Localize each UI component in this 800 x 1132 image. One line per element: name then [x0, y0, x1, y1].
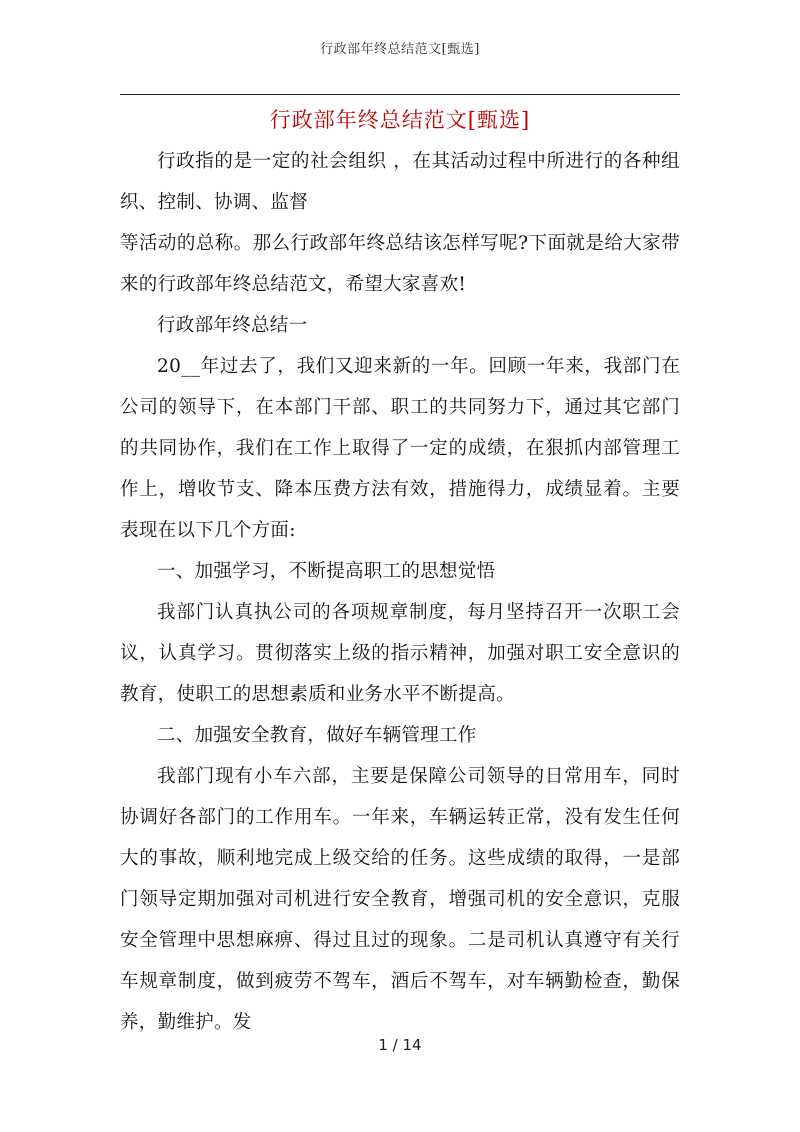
paragraph-vehicles: 我部门现有小车六部，主要是保障公司领导的日常用车，同时协调好各部门的工作用车。一年来，车辆运转正常，没有发生任何大的事故，顺利地完成上级交给的任务。这些成绩的取得，一是部门领导定期加强对司机进行安全教育，增强司机的安全意识，克服安全管理中思想麻痹、得过且过的现象。二是司机认真遵守有关行车规章制度，做到疲劳不驾车，酒后不驾车，对车辆勤检查，勤保养，勤维护。发 [120, 766, 680, 1033]
paragraph-study: 我部门认真执公司的各项规章制度，每月坚持召开一次职工会议，认真学习。贯彻落实上级的指示精神，加强对职工安全意识的教育，使职工的思想素质和业务水平不断提高。 [120, 602, 680, 705]
paragraph-year-review: 20__年过去了，我们又迎来新的一年。回顾一年来，我部门在公司的领导下，在本部门干部、职工的共同努力下，通过其它部门的共同协作，我们在工作上取得了一定的成绩，在狠抓内部管理工作上，增收节支、降本压费方法有效，措施得力，成绩显着。主要表现在以下几个方面: [120, 356, 680, 541]
running-header: 行政部年终总结范文[甄选] [320, 42, 480, 57]
section-heading-study: 一、加强学习，不断提高职工的思想觉悟 [157, 561, 496, 582]
section-heading-summary-one: 行政部年终总结一 [157, 315, 308, 336]
page-indicator: 1 / 14 [378, 1036, 422, 1054]
document-body [120, 141, 680, 1043]
section-heading-safety: 二、加强安全教育，做好车辆管理工作 [157, 725, 477, 746]
document-title: 行政部年终总结范文[甄选] [269, 108, 531, 132]
paragraph-intro: 行政指的是一定的社会组织 ，在其活动过程中所进行的各种组织、控制、协调、监督 [120, 151, 680, 213]
header-divider [120, 94, 680, 95]
paragraph-intro-continued: 等活动的总称。那么行政部年终总结该怎样写呢?下面就是给大家带来的行政部年终总结范文，希望大家喜欢! [120, 233, 680, 295]
